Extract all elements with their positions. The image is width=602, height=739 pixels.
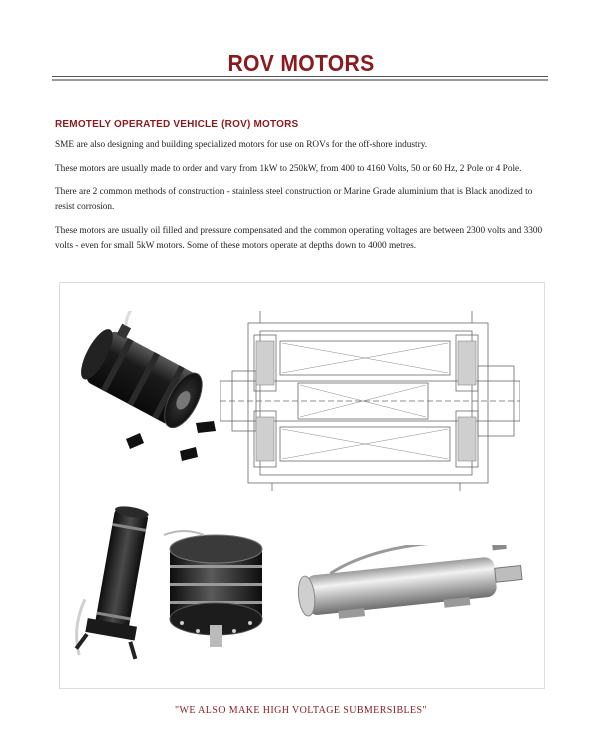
stainless-steel-motor-photo (292, 545, 532, 625)
paragraph-specs: These motors are usually made to order and vary from 1kW to 250kW, from 400 to 4160 Volts, 50 or 60 Hz, 2 Pole or 4 Pole. (55, 164, 522, 174)
paragraph-intro: SME are also designing and building specialized motors for use on ROVs for the off-shore industry. (55, 140, 428, 150)
long-cylindrical-motor-photo (74, 505, 164, 665)
section-heading: REMOTELY OPERATED VEHICLE (ROV) MOTORS (55, 119, 299, 130)
black-round-motor-photo (162, 525, 272, 655)
page-caption: "WE ALSO MAKE HIGH VOLTAGE SUBMERSIBLES" (175, 705, 427, 716)
paragraph-construction: There are 2 common methods of construction - stainless steel construction or Marine Grade aluminium that is Black anodized to resist corrosion. (55, 187, 533, 212)
title-divider-bottom (52, 79, 548, 81)
photo-panel (59, 282, 545, 689)
paragraph-operation: These motors are usually oil filled and pressure compensated and the common operating voltages are between 2300 volts and 3300 volts - even for small 5kW motors. Some of these motors operate at depths down to 4000 metres. (55, 226, 543, 251)
motor-cross-section-drawing (220, 311, 520, 491)
page-title: ROV MOTORS (227, 50, 375, 76)
title-divider-top (52, 76, 548, 77)
black-anodized-motor-photo (68, 311, 228, 461)
